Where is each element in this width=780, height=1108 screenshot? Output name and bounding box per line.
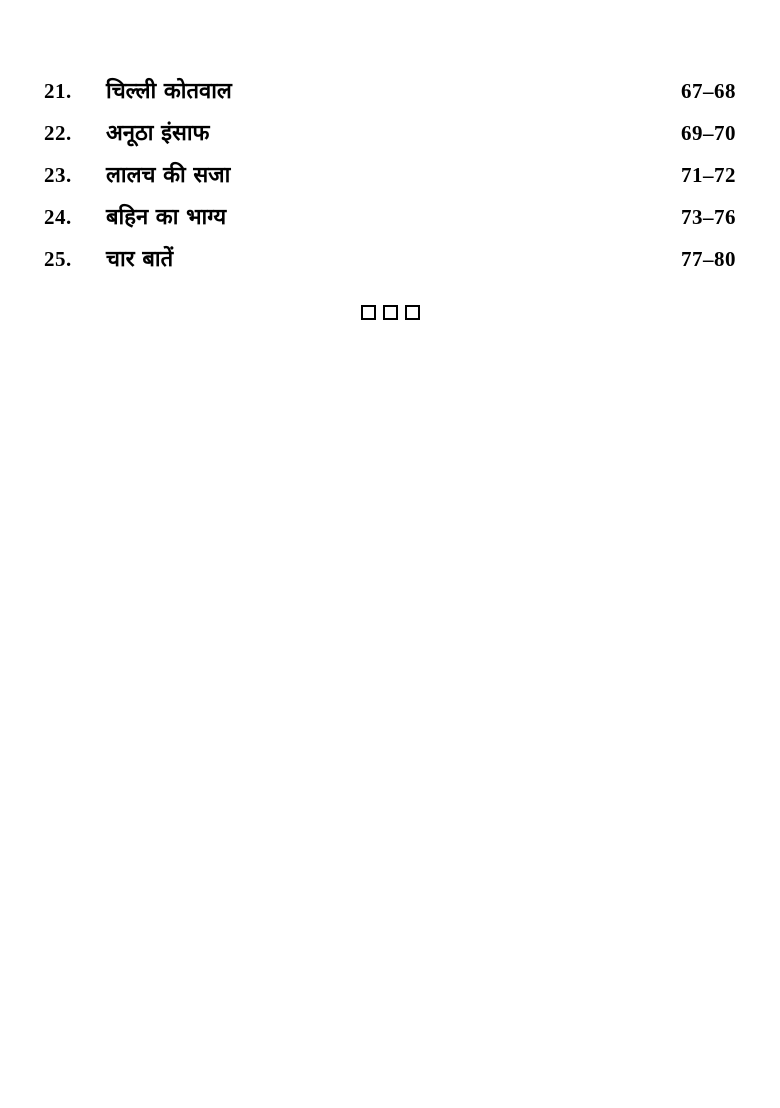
entry-number: 22. xyxy=(44,121,72,145)
entry-number: 21. xyxy=(44,79,72,103)
table-row xyxy=(44,204,736,246)
entry-title: चिल्ली कोतवाल xyxy=(106,79,232,104)
entry-pages: 69–70 xyxy=(681,121,736,145)
table-row xyxy=(44,162,736,204)
entry-title: अनूठा इंसाफ xyxy=(106,121,210,146)
entry-pages: 71–72 xyxy=(681,163,736,187)
entry-title: चार बातें xyxy=(106,247,174,272)
entry-pages: 73–76 xyxy=(681,205,736,229)
table-row xyxy=(44,246,736,288)
entry-number: 25. xyxy=(44,247,72,271)
table-row xyxy=(44,120,736,162)
three-squares-divider-icon xyxy=(0,305,780,320)
table-of-contents xyxy=(44,78,736,288)
square-icon xyxy=(405,305,420,320)
square-icon xyxy=(361,305,376,320)
entry-title: लालच की सजा xyxy=(106,163,231,188)
entry-title: बहिन का भाग्य xyxy=(106,205,227,230)
entry-pages: 77–80 xyxy=(681,247,736,271)
entry-pages: 67–68 xyxy=(681,79,736,103)
square-icon xyxy=(383,305,398,320)
entry-number: 24. xyxy=(44,205,72,229)
table-row xyxy=(44,78,736,120)
entry-number: 23. xyxy=(44,163,72,187)
